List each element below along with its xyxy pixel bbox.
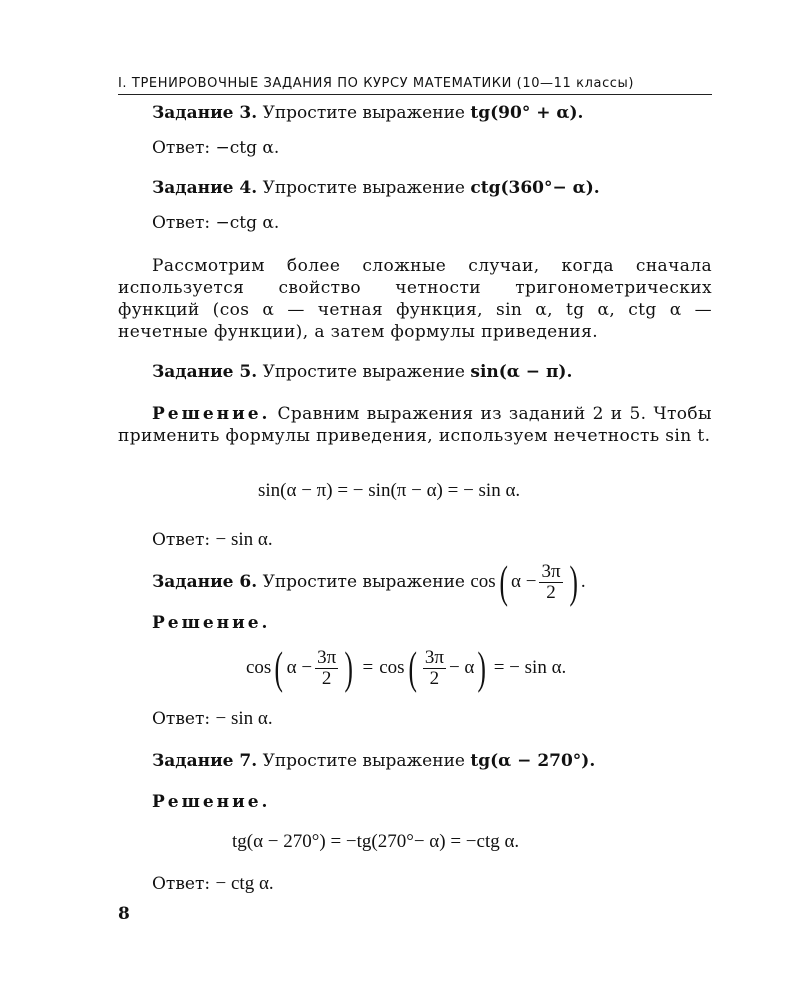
- task-4: [152, 177, 600, 199]
- task-3-expr: tg(90° + α).: [470, 103, 584, 123]
- paragraph-text: Рассмотрим более сложные случаи, когда сначала используется свойство четности тригонометрических функций (cos α — четная функция, sin α, tg α, ctg α — нечетные функции), а затем формулы приведения.: [118, 256, 712, 342]
- task-7: [152, 750, 595, 772]
- solution-7-label: Решение.: [152, 792, 271, 812]
- task-5: [152, 361, 572, 383]
- solution-5-label: Решение.: [152, 404, 271, 424]
- answer-3-label: Ответ:: [152, 138, 211, 158]
- close-paren: ): [344, 642, 354, 693]
- formula-5: sin(α − π) = − sin(π − α) = − sin α.: [258, 480, 521, 501]
- answer-3-value: −ctg α.: [215, 138, 280, 158]
- formula-7: tg(α − 270°) = −tg(270°− α) = −ctg α.: [232, 831, 520, 852]
- answer-3: [152, 137, 279, 159]
- task-5-expr: sin(α − π).: [470, 362, 573, 382]
- task-3-label: Задание 3.: [152, 103, 258, 123]
- running-header: I. ТРЕНИРОВОЧНЫЕ ЗАДАНИЯ ПО КУРСУ МАТЕМАТИКИ (10—11 классы): [118, 76, 712, 95]
- task-6-expr: cos ( α − $\frac{3\pi}{2}$ ) .: [470, 556, 586, 607]
- open-paren: (: [274, 642, 284, 693]
- task-7-text: Упростите выражение: [262, 751, 465, 771]
- open-paren: (: [499, 556, 508, 607]
- formula-6-eq: =: [362, 657, 374, 678]
- task-3-text: Упростите выражение: [262, 103, 465, 123]
- task-4-text: Упростите выражение: [262, 178, 465, 198]
- formula-6-result: = − sin α.: [493, 657, 567, 678]
- answer-6: [152, 708, 273, 730]
- task-3: [152, 102, 583, 124]
- solution-5-text: Сравним выражения из заданий 2 и 5. Чтобы применить формулы приведения, используем нечетность sin t.: [118, 404, 712, 446]
- task-6-fraction: [539, 562, 562, 603]
- answer-5-value: − sin α.: [215, 529, 273, 550]
- page-number: 8: [118, 904, 130, 924]
- task-7-expr: tg(α − 270°).: [470, 751, 596, 771]
- task-7-label: Задание 7.: [152, 751, 258, 771]
- task-6-label: Задание 6.: [152, 572, 258, 592]
- close-paren: ): [477, 642, 487, 693]
- task-4-expr: ctg(360°− α).: [470, 178, 600, 198]
- intro-paragraph: [118, 255, 712, 343]
- formula-6-lhs-fraction: [315, 648, 338, 689]
- answer-6-value: − sin α.: [215, 708, 273, 729]
- fraction-denominator: 2: [546, 581, 556, 603]
- formula-6: [246, 643, 566, 693]
- fraction-numerator: 3π: [541, 560, 561, 582]
- formula-6-rhs-fn: cos: [379, 657, 405, 678]
- open-paren: (: [407, 642, 417, 693]
- answer-5-label: Ответ:: [152, 530, 211, 550]
- solution-5: [118, 403, 712, 447]
- formula-6-rhs-suffix: − α: [448, 657, 475, 678]
- answer-4: [152, 212, 279, 234]
- solution-7-label-line: [152, 791, 270, 813]
- fraction-denominator: 2: [321, 667, 332, 689]
- task-4-label: Задание 4.: [152, 178, 258, 198]
- close-paren: ): [568, 556, 578, 607]
- formula-6-lhs-prefix: α −: [286, 657, 313, 678]
- answer-7-value: − ctg α.: [215, 873, 274, 894]
- answer-5: [152, 529, 273, 551]
- task-5-text: Упростите выражение: [262, 362, 465, 382]
- fraction-numerator: 3π: [424, 646, 444, 668]
- formula-6-lhs-fn: cos: [246, 657, 272, 678]
- fraction-numerator: 3π: [317, 646, 337, 668]
- answer-6-label: Ответ:: [152, 709, 211, 729]
- solution-6-label-line: [152, 612, 270, 634]
- formula-6-rhs-fraction: [423, 648, 446, 689]
- fraction-denominator: 2: [429, 667, 440, 689]
- task-6: [152, 558, 586, 606]
- task-6-prefix: α −: [511, 571, 537, 592]
- answer-4-value: −ctg α.: [215, 213, 280, 233]
- task-6-text: Упростите выражение: [262, 572, 465, 592]
- solution-6-label: Решение.: [152, 613, 271, 633]
- answer-4-label: Ответ:: [152, 213, 211, 233]
- answer-7: [152, 873, 274, 895]
- task-6-fn: cos: [470, 571, 496, 592]
- task-5-label: Задание 5.: [152, 362, 258, 382]
- answer-7-label: Ответ:: [152, 874, 211, 894]
